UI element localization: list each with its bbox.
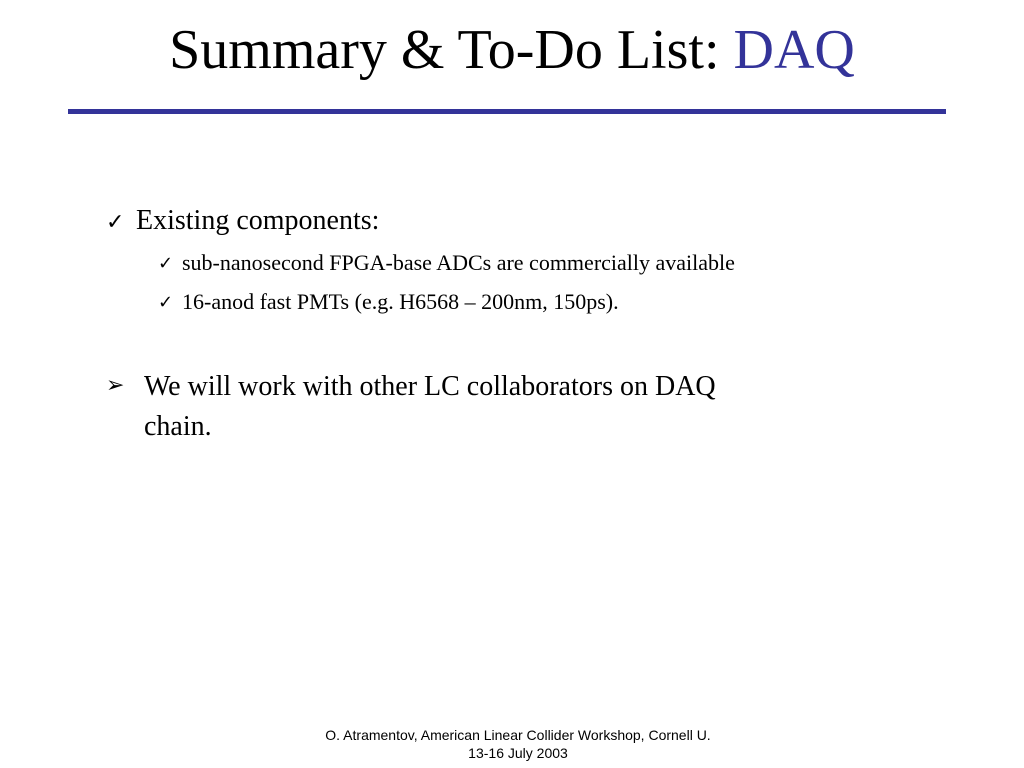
slide-footer [0, 726, 1024, 762]
sub-bullet-pmts [158, 288, 619, 317]
bullet-text: Existing components: [136, 205, 380, 236]
footer-line-date: 13-16 July 2003 [468, 745, 568, 761]
footer-line-author: O. Atramentov, American Linear Collider Workshop, Cornell U. [325, 727, 711, 743]
sub-bullet-fpga-adcs [158, 249, 735, 278]
title-underline-rule [68, 109, 946, 114]
bullet-lc-collaborators [106, 367, 784, 447]
bullet-existing-components [106, 204, 379, 240]
bullet-text: We will work with other LC collaborators on DAQ chain. [144, 371, 716, 442]
sub-bullet-text: 16-anod fast PMTs (e.g. H6568 – 200nm, 150ps). [182, 289, 619, 314]
arrow-right-icon: ➢ [106, 373, 125, 398]
slide-title-accent: DAQ [733, 19, 855, 81]
sub-bullet-text: sub-nanosecond FPGA-base ADCs are commercially available [182, 250, 735, 275]
slide-title [0, 14, 1024, 86]
checkmark-icon: ✓ [158, 253, 174, 274]
slide-title-main: Summary & To-Do List: [169, 19, 734, 81]
checkmark-icon: ✓ [106, 210, 125, 235]
checkmark-icon: ✓ [158, 292, 174, 313]
